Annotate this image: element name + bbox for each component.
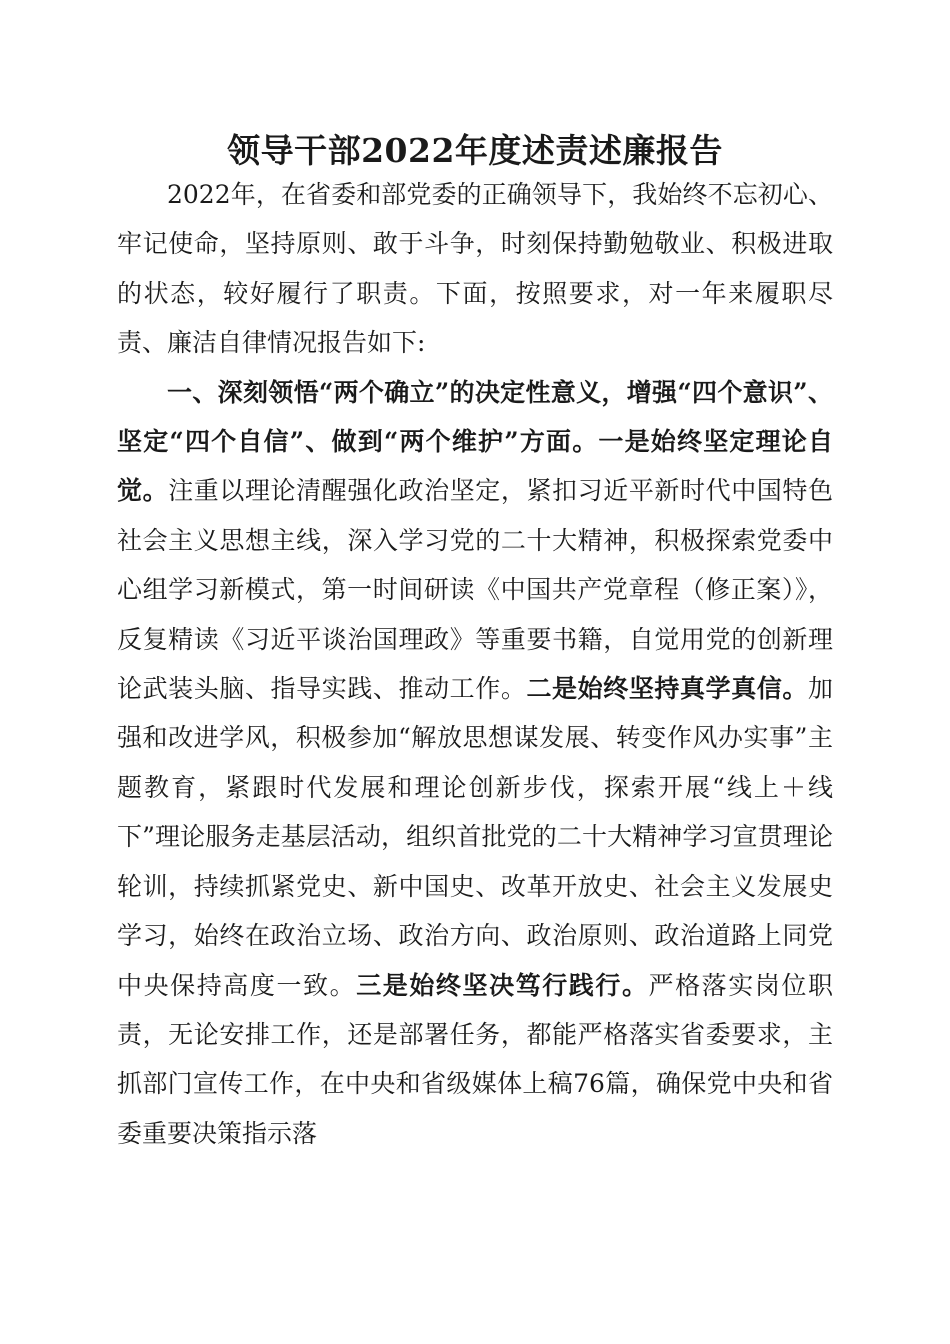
intro-paragraph xyxy=(117,170,833,368)
section1-heading: 一、深刻领悟“两个确立”的决定性意义，增强“四个意识”、坚定“四个自信”、做到“两个维护”方面。 xyxy=(117,377,833,457)
point3-text: 严格落实岗位职责，无论安排工作，还是部署任务，都能严格落实省委要求，主抓部门宣传工作，在中央和省级媒体上稿76篇，确保党中央和省委重要决策指示落 xyxy=(117,970,833,1148)
intro-text: 2022年，在省委和部党委的正确领导下，我始终不忘初心、牢记使命，坚持原则、敢于斗争，时刻保持勤勉敬业、积极进取的状态，较好履行了职责。下面，按照要求，对一年来履职尽责、廉洁自律情况报告如下: xyxy=(117,180,833,358)
point2-text: 加强和改进学风，积极参加“解放思想谋发展、转变作风办实事”主题教育，紧跟时代发展和理论创新步伐，探索开展“线上＋线下”理论服务走基层活动，组织首批党的二十大精神学习宣贯理论轮训，持续抓紧党史、新中国史、改革开放史、社会主义发展史学习，始终在政治立场、政治方向、政治原则、政治道路上同党中央保持高度一致。 xyxy=(117,674,833,1000)
point2-title: 二是始终坚持真学真信。 xyxy=(526,674,808,704)
point1-title: 一是始终坚定理论自觉。 xyxy=(117,427,833,506)
point1-text: 注重以理论清醒强化政治坚定，紧扣习近平新时代中国特色社会主义思想主线，深入学习党的二十大精神，积极探索党委中心组学习新模式，第一时间研读《中国共产党章程（修正案）》，反复精读《习近平谈治国理政》等重要书籍，自觉用党的创新理论武装头脑、指导实践、推动工作。 xyxy=(117,476,833,704)
point3-title: 三是始终坚决笃行践行。 xyxy=(356,970,649,1000)
document-body xyxy=(117,170,833,1158)
section1-paragraph xyxy=(117,368,833,1159)
document-title: 领导干部2022年度述责述廉报告 xyxy=(227,131,723,170)
